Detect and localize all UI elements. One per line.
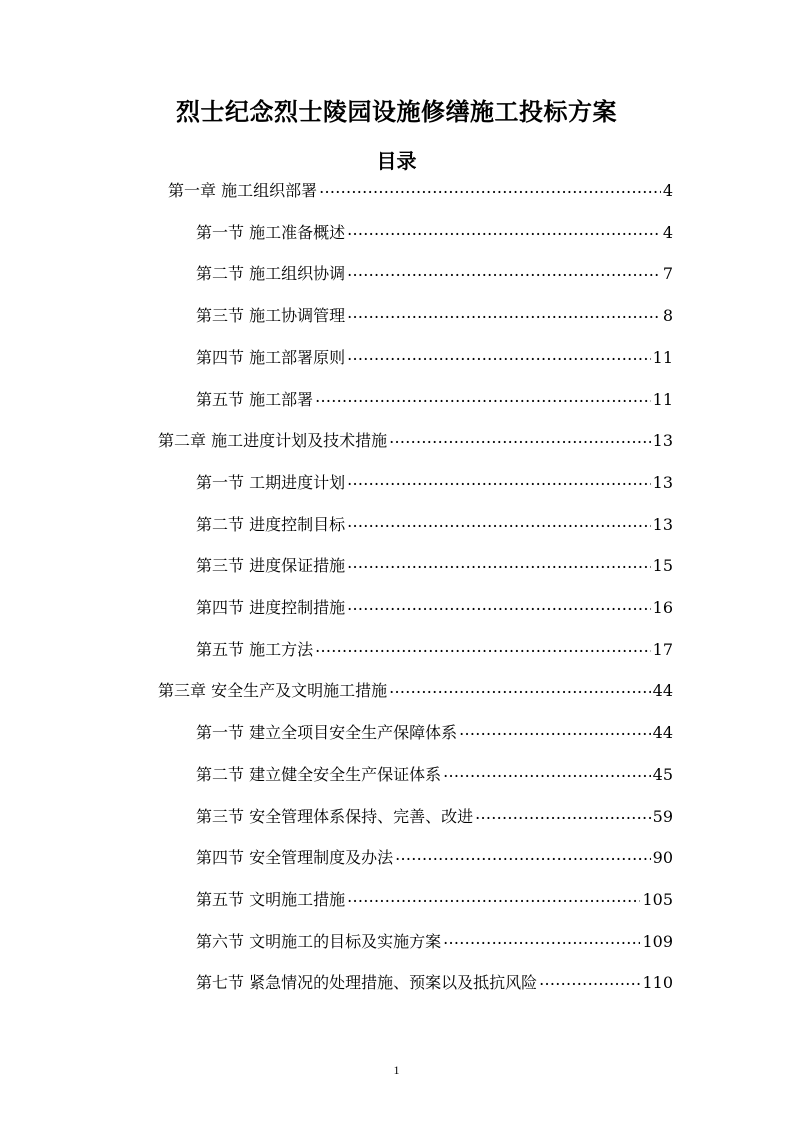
toc-entry-page-number: 7: [662, 264, 673, 284]
toc-entry-section[interactable]: [196, 387, 673, 413]
toc-entry-title: 第四节 施工部署原则: [196, 347, 346, 367]
toc-entry-section[interactable]: [196, 220, 673, 246]
toc-dot-leader: [315, 634, 651, 660]
toc-entry-page-number: 44: [652, 723, 673, 743]
toc-dot-leader: [395, 842, 651, 868]
toc-entry-section[interactable]: [196, 762, 673, 788]
toc-entry-page-number: 109: [642, 931, 673, 951]
toc-dot-leader: [459, 717, 651, 743]
toc-heading: 目录: [376, 149, 417, 173]
toc-entry-title: 第四节 安全管理制度及办法: [196, 848, 394, 868]
toc-entry-title: 第二节 建立健全安全生产保证体系: [196, 764, 442, 784]
toc-entry-page-number: 90: [652, 848, 673, 868]
toc-dot-leader: [347, 509, 651, 535]
toc-entry-section[interactable]: [196, 887, 673, 913]
toc-dot-leader: [347, 217, 661, 243]
toc-entry-title: 第三节 进度保证措施: [196, 556, 346, 576]
toc-entry-section[interactable]: [196, 303, 673, 329]
toc-entry-page-number: 11: [652, 389, 673, 409]
toc-entry-chapter[interactable]: [158, 678, 673, 704]
toc-entry-page-number: 15: [652, 556, 673, 576]
toc-entry-title: 第一章 施工组织部署: [168, 181, 318, 200]
toc-entry-section[interactable]: [196, 261, 673, 287]
toc-entry-title: 第七节 紧急情况的处理措施、预案以及抵抗风险: [196, 973, 538, 993]
toc-entry-page-number: 16: [652, 598, 673, 617]
toc-dot-leader: [347, 467, 651, 493]
toc-entry-title: 第一节 工期进度计划: [196, 472, 346, 492]
toc-entry-title: 第六节 文明施工的目标及实施方案: [196, 931, 442, 951]
toc-dot-leader: [443, 759, 651, 785]
page-number: 1: [393, 1063, 400, 1077]
toc-entry-page-number: 59: [652, 806, 673, 826]
toc-entry-chapter[interactable]: [168, 178, 673, 204]
toc-entry-section[interactable]: [196, 845, 673, 871]
toc-entry-chapter[interactable]: [158, 428, 673, 454]
toc-entry-title: 第三节 施工协调管理: [196, 306, 346, 326]
toc-entry-page-number: 11: [652, 347, 673, 367]
toc-entry-page-number: 13: [652, 431, 673, 451]
toc-entry-section[interactable]: [196, 720, 673, 746]
toc-entry-title: 第一节 建立全项目安全生产保障体系: [196, 723, 458, 743]
toc-entry-title: 第三章 安全生产及文明施工措施: [158, 681, 388, 701]
toc-entry-page-number: 110: [642, 973, 673, 993]
toc-entry-section[interactable]: [196, 345, 673, 371]
toc-dot-leader: [347, 300, 661, 326]
toc-entry-section[interactable]: [196, 470, 673, 496]
toc-dot-leader: [347, 258, 661, 284]
toc-dot-leader: [443, 926, 640, 952]
toc-dot-leader: [319, 175, 661, 201]
toc-entry-section[interactable]: [196, 553, 673, 579]
toc-entry-page-number: 44: [652, 681, 673, 701]
toc-entry-page-number: 17: [652, 639, 673, 659]
toc-dot-leader: [389, 675, 651, 701]
toc-entry-page-number: 4: [662, 181, 673, 200]
toc-entry-title: 第二章 施工进度计划及技术措施: [158, 431, 388, 451]
toc-dot-leader: [475, 801, 651, 827]
toc-dot-leader: [347, 592, 651, 618]
toc-entry-title: 第二节 施工组织协调: [196, 264, 346, 284]
toc-entry-page-number: 45: [652, 764, 673, 784]
toc-entry-title: 第五节 文明施工措施: [196, 889, 346, 909]
toc-entry-title: 第一节 施工准备概述: [196, 222, 346, 242]
toc-entry-section[interactable]: [196, 512, 673, 538]
toc-entry-title: 第二节 进度控制目标: [196, 514, 346, 534]
toc-entry-page-number: 105: [642, 889, 673, 909]
toc-entry-title: 第三节 安全管理体系保持、完善、改进: [196, 806, 474, 826]
document-title: 烈士纪念烈士陵园设施修缮施工投标方案: [176, 98, 617, 126]
toc-entry-page-number: 8: [662, 306, 673, 326]
toc-entry-title: 第五节 施工部署: [196, 389, 314, 409]
toc-entry-title: 第五节 施工方法: [196, 639, 314, 659]
toc-dot-leader: [315, 384, 651, 410]
toc-entry-section[interactable]: [196, 595, 673, 621]
toc-dot-leader: [539, 967, 640, 993]
toc-dot-leader: [347, 342, 651, 368]
toc-entry-section[interactable]: [196, 970, 673, 996]
toc-dot-leader: [347, 550, 651, 576]
toc-entry-page-number: 4: [662, 222, 673, 242]
toc-dot-leader: [347, 884, 640, 910]
toc-dot-leader: [389, 425, 651, 451]
toc-entry-page-number: 13: [652, 514, 673, 534]
toc-entry-page-number: 13: [652, 472, 673, 492]
toc-entry-section[interactable]: [196, 804, 673, 830]
toc-entry-section[interactable]: [196, 637, 673, 663]
toc-entry-title: 第四节 进度控制措施: [196, 598, 346, 617]
toc-entry-section[interactable]: [196, 929, 673, 955]
